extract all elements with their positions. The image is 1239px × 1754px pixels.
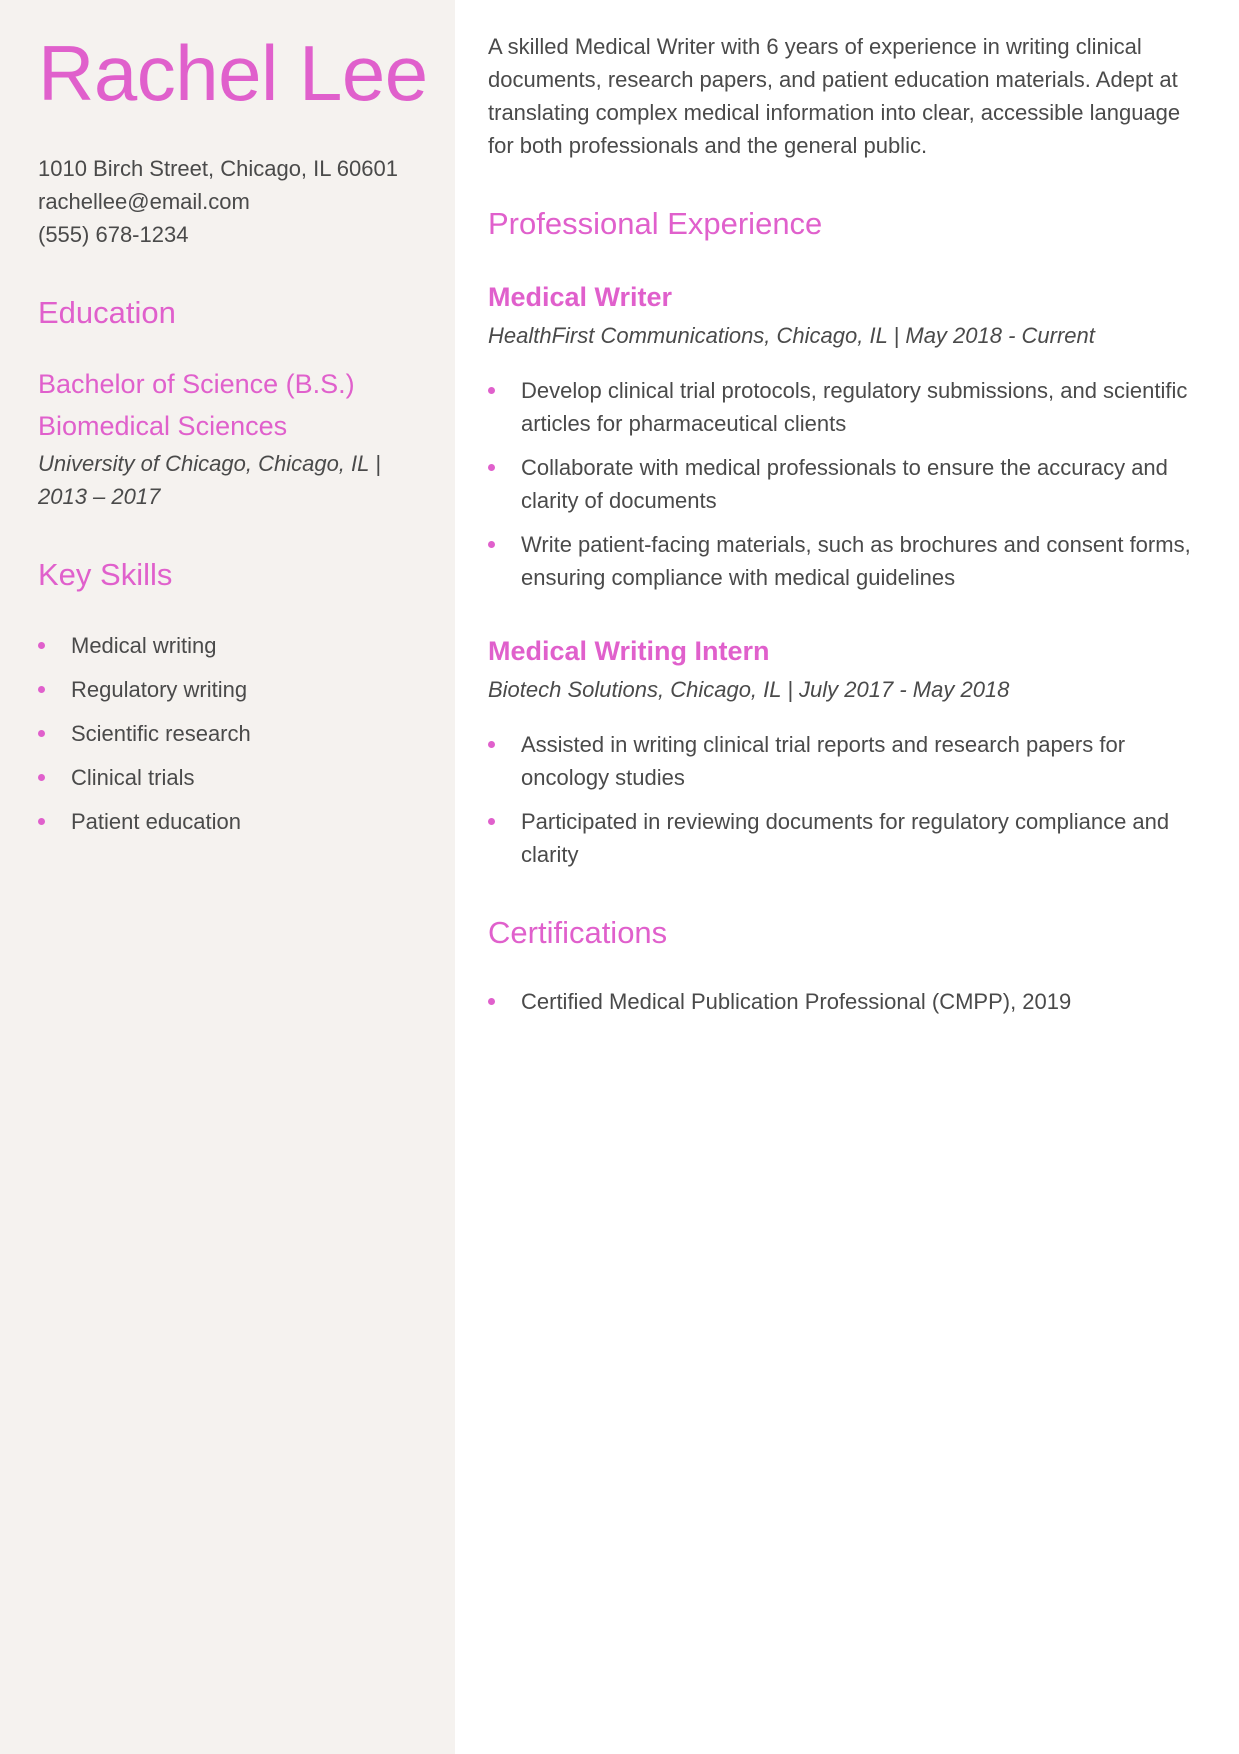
school-name: University of Chicago, Chicago, IL | bbox=[38, 451, 381, 476]
degree-title: Bachelor of Science (B.S.) bbox=[38, 369, 355, 399]
list-item: Certified Medical Publication Professional (CMPP), 2019 bbox=[488, 985, 1205, 1018]
contact-email: rachellee@email.com bbox=[38, 189, 250, 214]
job-entry bbox=[488, 280, 1205, 594]
experience-heading: Professional Experience bbox=[488, 206, 823, 241]
education-heading: Education bbox=[38, 295, 176, 330]
list-item: Participated in reviewing documents for regulatory compliance and clarity bbox=[488, 805, 1205, 871]
list-item: Develop clinical trial protocols, regulatory submissions, and scientific articles for pharmaceutical clients bbox=[488, 374, 1205, 440]
job-bullets bbox=[488, 728, 1205, 871]
contact-address: 1010 Birch Street, Chicago, IL 60601 bbox=[38, 156, 398, 181]
bullet-icon bbox=[488, 998, 495, 1005]
contact-info bbox=[38, 152, 455, 251]
bullet-icon bbox=[38, 730, 45, 737]
school-info bbox=[38, 447, 455, 513]
bullet-icon bbox=[488, 464, 495, 471]
list-item: Regulatory writing bbox=[38, 673, 455, 706]
main-content bbox=[455, 0, 1239, 1754]
skills-heading: Key Skills bbox=[38, 557, 173, 592]
certifications-heading: Certifications bbox=[488, 915, 668, 950]
school-years: 2013 – 2017 bbox=[38, 484, 161, 509]
sidebar bbox=[0, 0, 455, 1754]
job-meta: Biotech Solutions, Chicago, IL | July 2017 - May 2018 bbox=[488, 677, 1010, 702]
contact-phone: (555) 678-1234 bbox=[38, 222, 189, 247]
certifications-list bbox=[488, 985, 1205, 1018]
list-item: Write patient-facing materials, such as brochures and consent forms, ensuring compliance with medical guidelines bbox=[488, 528, 1205, 594]
list-item: Scientific research bbox=[38, 717, 455, 750]
list-item: Patient education bbox=[38, 805, 455, 838]
bullet-icon bbox=[38, 686, 45, 693]
job-title: Medical Writer bbox=[488, 282, 673, 312]
bullet-icon bbox=[38, 818, 45, 825]
job-meta: HealthFirst Communications, Chicago, IL | May 2018 - Current bbox=[488, 323, 1095, 348]
list-item: Assisted in writing clinical trial reports and research papers for oncology studies bbox=[488, 728, 1205, 794]
bullet-icon bbox=[488, 541, 495, 548]
degree-field: Biomedical Sciences bbox=[38, 411, 288, 441]
list-item: Medical writing bbox=[38, 629, 455, 662]
skills-list bbox=[38, 629, 455, 838]
bullet-icon bbox=[488, 741, 495, 748]
job-title: Medical Writing Intern bbox=[488, 636, 770, 666]
list-item: Collaborate with medical professionals to ensure the accuracy and clarity of documents bbox=[488, 451, 1205, 517]
bullet-icon bbox=[38, 774, 45, 781]
bullet-icon bbox=[488, 818, 495, 825]
degree bbox=[38, 363, 455, 447]
candidate-name: Rachel Lee bbox=[38, 29, 428, 117]
bullet-icon bbox=[488, 387, 495, 394]
job-entry bbox=[488, 634, 1205, 871]
list-item: Clinical trials bbox=[38, 761, 455, 794]
job-bullets bbox=[488, 374, 1205, 594]
bullet-icon bbox=[38, 642, 45, 649]
summary: A skilled Medical Writer with 6 years of experience in writing clinical documents, research papers, and patient education materials. Adept at translating complex medical information into clear, accessible language for both professionals and the general public. bbox=[488, 34, 1181, 158]
